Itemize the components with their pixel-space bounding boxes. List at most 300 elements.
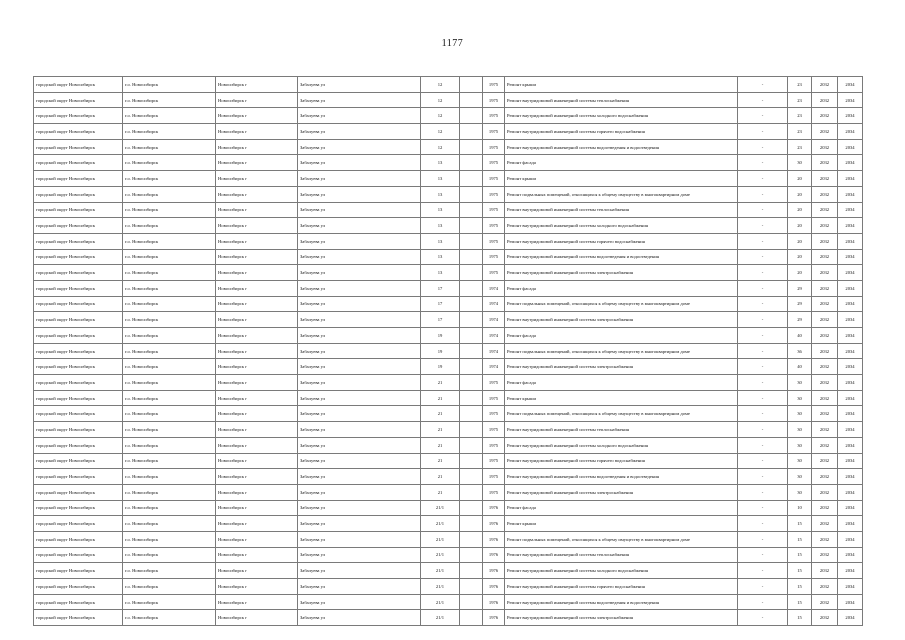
city-cell: Новосибирск г: [216, 500, 298, 516]
start-year-cell: 2032: [812, 375, 838, 391]
start-year-cell: 2032: [812, 280, 838, 296]
settlement-cell: г.о. Новосибирск: [123, 594, 216, 610]
end-year-cell: 2034: [838, 375, 863, 391]
start-year-cell: 2032: [812, 500, 838, 516]
street-cell: Забалуева ул: [298, 594, 421, 610]
construction-year-cell: 1975: [483, 139, 505, 155]
street-cell: Забалуева ул: [298, 296, 421, 312]
street-cell: Забалуева ул: [298, 422, 421, 438]
street-cell: Забалуева ул: [298, 218, 421, 234]
table-row: [34, 547, 863, 563]
settlement-cell: г.о. Новосибирск: [123, 155, 216, 171]
settlement-cell: г.о. Новосибирск: [123, 233, 216, 249]
table-row: [34, 610, 863, 626]
house-number-cell: 21: [421, 422, 460, 438]
repair-work-cell: Ремонт подвальных помещений, относящихся к общему имуществу в многоквартирном доме: [505, 531, 738, 547]
repair-work-cell: Ремонт внутридомовой инженерной системы горячего водоснабжения: [505, 579, 738, 595]
house-number-cell: 21/1: [421, 531, 460, 547]
building-cell: [460, 249, 483, 265]
building-cell: [460, 265, 483, 281]
construction-year-cell: 1975: [483, 233, 505, 249]
wear-percent-cell: 30: [788, 469, 812, 485]
building-cell: [460, 139, 483, 155]
street-cell: Забалуева ул: [298, 280, 421, 296]
repair-work-cell: Ремонт фасада: [505, 280, 738, 296]
building-cell: [460, 202, 483, 218]
cost-cell: -: [738, 312, 788, 328]
city-cell: Новосибирск г: [216, 155, 298, 171]
repair-work-cell: Ремонт подвальных помещений, относящихся к общему имуществу в многоквартирном доме: [505, 343, 738, 359]
repair-work-cell: Ремонт внутридомовой инженерной системы водоотведения и водоотведения: [505, 469, 738, 485]
repair-work-cell: Ремонт внутридомовой инженерной системы теплоснабжения: [505, 422, 738, 438]
start-year-cell: 2032: [812, 186, 838, 202]
construction-year-cell: 1975: [483, 108, 505, 124]
municipality-cell: городской округ Новосибирск: [34, 594, 123, 610]
repair-work-cell: Ремонт внутридомовой инженерной системы водоотведения и водоотведения: [505, 249, 738, 265]
construction-year-cell: 1974: [483, 328, 505, 344]
municipality-cell: городской округ Новосибирск: [34, 280, 123, 296]
table-body: [34, 77, 863, 626]
wear-percent-cell: 15: [788, 516, 812, 532]
end-year-cell: 2034: [838, 469, 863, 485]
municipality-cell: городской округ Новосибирск: [34, 155, 123, 171]
end-year-cell: 2034: [838, 108, 863, 124]
cost-cell: -: [738, 610, 788, 626]
settlement-cell: г.о. Новосибирск: [123, 328, 216, 344]
house-number-cell: 21/1: [421, 547, 460, 563]
municipality-cell: городской округ Новосибирск: [34, 437, 123, 453]
building-cell: [460, 218, 483, 234]
house-number-cell: 21: [421, 437, 460, 453]
building-cell: [460, 108, 483, 124]
building-cell: [460, 500, 483, 516]
repair-work-cell: Ремонт внутридомовой инженерной системы горячего водоснабжения: [505, 453, 738, 469]
municipality-cell: городской округ Новосибирск: [34, 406, 123, 422]
settlement-cell: г.о. Новосибирск: [123, 280, 216, 296]
cost-cell: -: [738, 469, 788, 485]
municipality-cell: городской округ Новосибирск: [34, 610, 123, 626]
settlement-cell: г.о. Новосибирск: [123, 124, 216, 140]
building-cell: [460, 437, 483, 453]
street-cell: Забалуева ул: [298, 610, 421, 626]
wear-percent-cell: 36: [788, 343, 812, 359]
street-cell: Забалуева ул: [298, 531, 421, 547]
city-cell: Новосибирск г: [216, 312, 298, 328]
end-year-cell: 2034: [838, 437, 863, 453]
table-row: [34, 453, 863, 469]
repair-work-cell: Ремонт подвальных помещений, относящихся к общему имуществу в многоквартирном доме: [505, 296, 738, 312]
street-cell: Забалуева ул: [298, 437, 421, 453]
building-cell: [460, 422, 483, 438]
end-year-cell: 2034: [838, 594, 863, 610]
street-cell: Забалуева ул: [298, 359, 421, 375]
municipality-cell: городской округ Новосибирск: [34, 422, 123, 438]
construction-year-cell: 1975: [483, 249, 505, 265]
city-cell: Новосибирск г: [216, 359, 298, 375]
city-cell: Новосибирск г: [216, 594, 298, 610]
construction-year-cell: 1975: [483, 202, 505, 218]
street-cell: Забалуева ул: [298, 516, 421, 532]
cost-cell: -: [738, 343, 788, 359]
cost-cell: -: [738, 202, 788, 218]
building-cell: [460, 547, 483, 563]
settlement-cell: г.о. Новосибирск: [123, 77, 216, 93]
settlement-cell: г.о. Новосибирск: [123, 218, 216, 234]
construction-year-cell: 1974: [483, 343, 505, 359]
table-row: [34, 218, 863, 234]
end-year-cell: 2034: [838, 249, 863, 265]
construction-year-cell: 1975: [483, 218, 505, 234]
repair-work-cell: Ремонт внутридомовой инженерной системы горячего водоснабжения: [505, 124, 738, 140]
repair-work-cell: Ремонт внутридомовой инженерной системы водоотведения и водоотведения: [505, 139, 738, 155]
wear-percent-cell: 23: [788, 139, 812, 155]
building-cell: [460, 233, 483, 249]
construction-year-cell: 1976: [483, 516, 505, 532]
start-year-cell: 2032: [812, 422, 838, 438]
street-cell: Забалуева ул: [298, 171, 421, 187]
start-year-cell: 2032: [812, 171, 838, 187]
settlement-cell: г.о. Новосибирск: [123, 469, 216, 485]
house-number-cell: 13: [421, 186, 460, 202]
cost-cell: -: [738, 390, 788, 406]
city-cell: Новосибирск г: [216, 328, 298, 344]
repair-work-cell: Ремонт внутридомовой инженерной системы холодного водоснабжения: [505, 218, 738, 234]
building-cell: [460, 484, 483, 500]
building-cell: [460, 390, 483, 406]
start-year-cell: 2032: [812, 563, 838, 579]
repair-work-cell: Ремонт внутридомовой инженерной системы электроснабжения: [505, 484, 738, 500]
cost-cell: -: [738, 375, 788, 391]
house-number-cell: 13: [421, 171, 460, 187]
house-number-cell: 19: [421, 343, 460, 359]
construction-year-cell: 1974: [483, 280, 505, 296]
city-cell: Новосибирск г: [216, 390, 298, 406]
city-cell: Новосибирск г: [216, 77, 298, 93]
building-cell: [460, 77, 483, 93]
wear-percent-cell: 30: [788, 390, 812, 406]
street-cell: Забалуева ул: [298, 375, 421, 391]
settlement-cell: г.о. Новосибирск: [123, 547, 216, 563]
wear-percent-cell: 23: [788, 92, 812, 108]
municipality-cell: городской округ Новосибирск: [34, 500, 123, 516]
construction-year-cell: 1976: [483, 610, 505, 626]
city-cell: Новосибирск г: [216, 139, 298, 155]
construction-year-cell: 1976: [483, 563, 505, 579]
wear-percent-cell: 20: [788, 265, 812, 281]
building-cell: [460, 155, 483, 171]
settlement-cell: г.о. Новосибирск: [123, 249, 216, 265]
end-year-cell: 2034: [838, 563, 863, 579]
repair-work-cell: Ремонт внутридомовой инженерной системы теплоснабжения: [505, 547, 738, 563]
repair-work-cell: Ремонт внутридомовой инженерной системы электроснабжения: [505, 610, 738, 626]
wear-percent-cell: 20: [788, 202, 812, 218]
settlement-cell: г.о. Новосибирск: [123, 500, 216, 516]
table-row: [34, 124, 863, 140]
table-row: [34, 359, 863, 375]
street-cell: Забалуева ул: [298, 77, 421, 93]
city-cell: Новосибирск г: [216, 249, 298, 265]
start-year-cell: 2032: [812, 359, 838, 375]
table-row: [34, 280, 863, 296]
municipality-cell: городской округ Новосибирск: [34, 124, 123, 140]
end-year-cell: 2034: [838, 202, 863, 218]
wear-percent-cell: 40: [788, 328, 812, 344]
end-year-cell: 2034: [838, 312, 863, 328]
street-cell: Забалуева ул: [298, 233, 421, 249]
city-cell: Новосибирск г: [216, 563, 298, 579]
building-cell: [460, 610, 483, 626]
settlement-cell: г.о. Новосибирск: [123, 453, 216, 469]
city-cell: Новосибирск г: [216, 202, 298, 218]
building-cell: [460, 359, 483, 375]
cost-cell: -: [738, 139, 788, 155]
city-cell: Новосибирск г: [216, 296, 298, 312]
street-cell: Забалуева ул: [298, 390, 421, 406]
wear-percent-cell: 29: [788, 312, 812, 328]
city-cell: Новосибирск г: [216, 453, 298, 469]
city-cell: Новосибирск г: [216, 516, 298, 532]
start-year-cell: 2032: [812, 531, 838, 547]
cost-cell: -: [738, 359, 788, 375]
start-year-cell: 2032: [812, 312, 838, 328]
house-number-cell: 21/1: [421, 500, 460, 516]
wear-percent-cell: 23: [788, 108, 812, 124]
municipality-cell: городской округ Новосибирск: [34, 92, 123, 108]
start-year-cell: 2032: [812, 453, 838, 469]
repair-work-cell: Ремонт внутридомовой инженерной системы теплоснабжения: [505, 92, 738, 108]
end-year-cell: 2034: [838, 359, 863, 375]
repair-work-cell: Ремонт внутридомовой инженерной системы холодного водоснабжения: [505, 108, 738, 124]
city-cell: Новосибирск г: [216, 406, 298, 422]
settlement-cell: г.о. Новосибирск: [123, 563, 216, 579]
city-cell: Новосибирск г: [216, 171, 298, 187]
settlement-cell: г.о. Новосибирск: [123, 108, 216, 124]
house-number-cell: 21: [421, 406, 460, 422]
house-number-cell: 21: [421, 484, 460, 500]
city-cell: Новосибирск г: [216, 265, 298, 281]
end-year-cell: 2034: [838, 484, 863, 500]
table-row: [34, 531, 863, 547]
municipality-cell: городской округ Новосибирск: [34, 547, 123, 563]
building-cell: [460, 516, 483, 532]
building-cell: [460, 579, 483, 595]
building-cell: [460, 124, 483, 140]
municipality-cell: городской округ Новосибирск: [34, 77, 123, 93]
house-number-cell: 12: [421, 124, 460, 140]
municipality-cell: городской округ Новосибирск: [34, 343, 123, 359]
house-number-cell: 19: [421, 359, 460, 375]
settlement-cell: г.о. Новосибирск: [123, 579, 216, 595]
street-cell: Забалуева ул: [298, 265, 421, 281]
cost-cell: -: [738, 531, 788, 547]
city-cell: Новосибирск г: [216, 218, 298, 234]
settlement-cell: г.о. Новосибирск: [123, 139, 216, 155]
end-year-cell: 2034: [838, 610, 863, 626]
cost-cell: -: [738, 484, 788, 500]
settlement-cell: г.о. Новосибирск: [123, 437, 216, 453]
start-year-cell: 2032: [812, 249, 838, 265]
settlement-cell: г.о. Новосибирск: [123, 171, 216, 187]
wear-percent-cell: 30: [788, 406, 812, 422]
wear-percent-cell: 23: [788, 124, 812, 140]
table-row: [34, 422, 863, 438]
table-row: [34, 516, 863, 532]
cost-cell: -: [738, 92, 788, 108]
building-cell: [460, 312, 483, 328]
building-cell: [460, 406, 483, 422]
table-row: [34, 437, 863, 453]
cost-cell: -: [738, 233, 788, 249]
start-year-cell: 2032: [812, 579, 838, 595]
repair-work-cell: Ремонт подвальных помещений, относящихся к общему имуществу в многоквартирном доме: [505, 406, 738, 422]
settlement-cell: г.о. Новосибирск: [123, 406, 216, 422]
table-row: [34, 296, 863, 312]
settlement-cell: г.о. Новосибирск: [123, 531, 216, 547]
street-cell: Забалуева ул: [298, 155, 421, 171]
house-number-cell: 17: [421, 312, 460, 328]
municipality-cell: городской округ Новосибирск: [34, 312, 123, 328]
settlement-cell: г.о. Новосибирск: [123, 296, 216, 312]
cost-cell: -: [738, 547, 788, 563]
city-cell: Новосибирск г: [216, 547, 298, 563]
street-cell: Забалуева ул: [298, 202, 421, 218]
repair-work-cell: Ремонт внутридомовой инженерной системы теплоснабжения: [505, 202, 738, 218]
settlement-cell: г.о. Новосибирск: [123, 186, 216, 202]
settlement-cell: г.о. Новосибирск: [123, 484, 216, 500]
construction-year-cell: 1975: [483, 453, 505, 469]
street-cell: Забалуева ул: [298, 328, 421, 344]
repair-work-cell: Ремонт внутридомовой инженерной системы холодного водоснабжения: [505, 437, 738, 453]
end-year-cell: 2034: [838, 343, 863, 359]
wear-percent-cell: 30: [788, 155, 812, 171]
construction-year-cell: 1974: [483, 296, 505, 312]
house-number-cell: 12: [421, 92, 460, 108]
start-year-cell: 2032: [812, 390, 838, 406]
table-row: [34, 563, 863, 579]
settlement-cell: г.о. Новосибирск: [123, 343, 216, 359]
street-cell: Забалуева ул: [298, 563, 421, 579]
cost-cell: -: [738, 579, 788, 595]
house-number-cell: 12: [421, 108, 460, 124]
settlement-cell: г.о. Новосибирск: [123, 390, 216, 406]
municipality-cell: городской округ Новосибирск: [34, 249, 123, 265]
repair-work-cell: Ремонт фасада: [505, 328, 738, 344]
construction-year-cell: 1975: [483, 265, 505, 281]
wear-percent-cell: 20: [788, 249, 812, 265]
house-number-cell: 21: [421, 453, 460, 469]
street-cell: Забалуева ул: [298, 186, 421, 202]
start-year-cell: 2032: [812, 469, 838, 485]
capital-repair-table: [33, 76, 863, 626]
building-cell: [460, 594, 483, 610]
end-year-cell: 2034: [838, 233, 863, 249]
end-year-cell: 2034: [838, 547, 863, 563]
construction-year-cell: 1976: [483, 547, 505, 563]
house-number-cell: 13: [421, 218, 460, 234]
house-number-cell: 13: [421, 155, 460, 171]
municipality-cell: городской округ Новосибирск: [34, 484, 123, 500]
end-year-cell: 2034: [838, 531, 863, 547]
wear-percent-cell: 40: [788, 359, 812, 375]
repair-work-cell: Ремонт внутридомовой инженерной системы электроснабжения: [505, 312, 738, 328]
start-year-cell: 2032: [812, 218, 838, 234]
city-cell: Новосибирск г: [216, 437, 298, 453]
building-cell: [460, 296, 483, 312]
start-year-cell: 2032: [812, 233, 838, 249]
repair-work-cell: Ремонт крыши: [505, 516, 738, 532]
wear-percent-cell: 15: [788, 531, 812, 547]
settlement-cell: г.о. Новосибирск: [123, 610, 216, 626]
construction-year-cell: 1975: [483, 155, 505, 171]
municipality-cell: городской округ Новосибирск: [34, 202, 123, 218]
municipality-cell: городской округ Новосибирск: [34, 108, 123, 124]
building-cell: [460, 375, 483, 391]
table-row: [34, 265, 863, 281]
street-cell: Забалуева ул: [298, 579, 421, 595]
cost-cell: -: [738, 422, 788, 438]
house-number-cell: 12: [421, 139, 460, 155]
cost-cell: -: [738, 296, 788, 312]
table-row: [34, 469, 863, 485]
end-year-cell: 2034: [838, 92, 863, 108]
building-cell: [460, 469, 483, 485]
wear-percent-cell: 30: [788, 422, 812, 438]
construction-year-cell: 1975: [483, 92, 505, 108]
street-cell: Забалуева ул: [298, 108, 421, 124]
city-cell: Новосибирск г: [216, 280, 298, 296]
table-row: [34, 390, 863, 406]
repair-work-cell: Ремонт крыши: [505, 77, 738, 93]
end-year-cell: 2034: [838, 390, 863, 406]
city-cell: Новосибирск г: [216, 579, 298, 595]
table-row: [34, 139, 863, 155]
start-year-cell: 2032: [812, 516, 838, 532]
start-year-cell: 2032: [812, 547, 838, 563]
cost-cell: -: [738, 249, 788, 265]
cost-cell: -: [738, 280, 788, 296]
street-cell: Забалуева ул: [298, 500, 421, 516]
house-number-cell: 21/1: [421, 516, 460, 532]
municipality-cell: городской округ Новосибирск: [34, 453, 123, 469]
street-cell: Забалуева ул: [298, 469, 421, 485]
house-number-cell: 21: [421, 390, 460, 406]
wear-percent-cell: 20: [788, 218, 812, 234]
building-cell: [460, 531, 483, 547]
end-year-cell: 2034: [838, 139, 863, 155]
start-year-cell: 2032: [812, 343, 838, 359]
building-cell: [460, 280, 483, 296]
construction-year-cell: 1975: [483, 124, 505, 140]
table-row: [34, 484, 863, 500]
house-number-cell: 13: [421, 249, 460, 265]
municipality-cell: городской округ Новосибирск: [34, 328, 123, 344]
end-year-cell: 2034: [838, 155, 863, 171]
street-cell: Забалуева ул: [298, 139, 421, 155]
city-cell: Новосибирск г: [216, 186, 298, 202]
end-year-cell: 2034: [838, 579, 863, 595]
building-cell: [460, 171, 483, 187]
house-number-cell: 17: [421, 296, 460, 312]
table-row: [34, 92, 863, 108]
end-year-cell: 2034: [838, 296, 863, 312]
wear-percent-cell: 30: [788, 375, 812, 391]
municipality-cell: городской округ Новосибирск: [34, 233, 123, 249]
start-year-cell: 2032: [812, 484, 838, 500]
construction-year-cell: 1975: [483, 390, 505, 406]
city-cell: Новосибирск г: [216, 484, 298, 500]
settlement-cell: г.о. Новосибирск: [123, 359, 216, 375]
cost-cell: -: [738, 155, 788, 171]
